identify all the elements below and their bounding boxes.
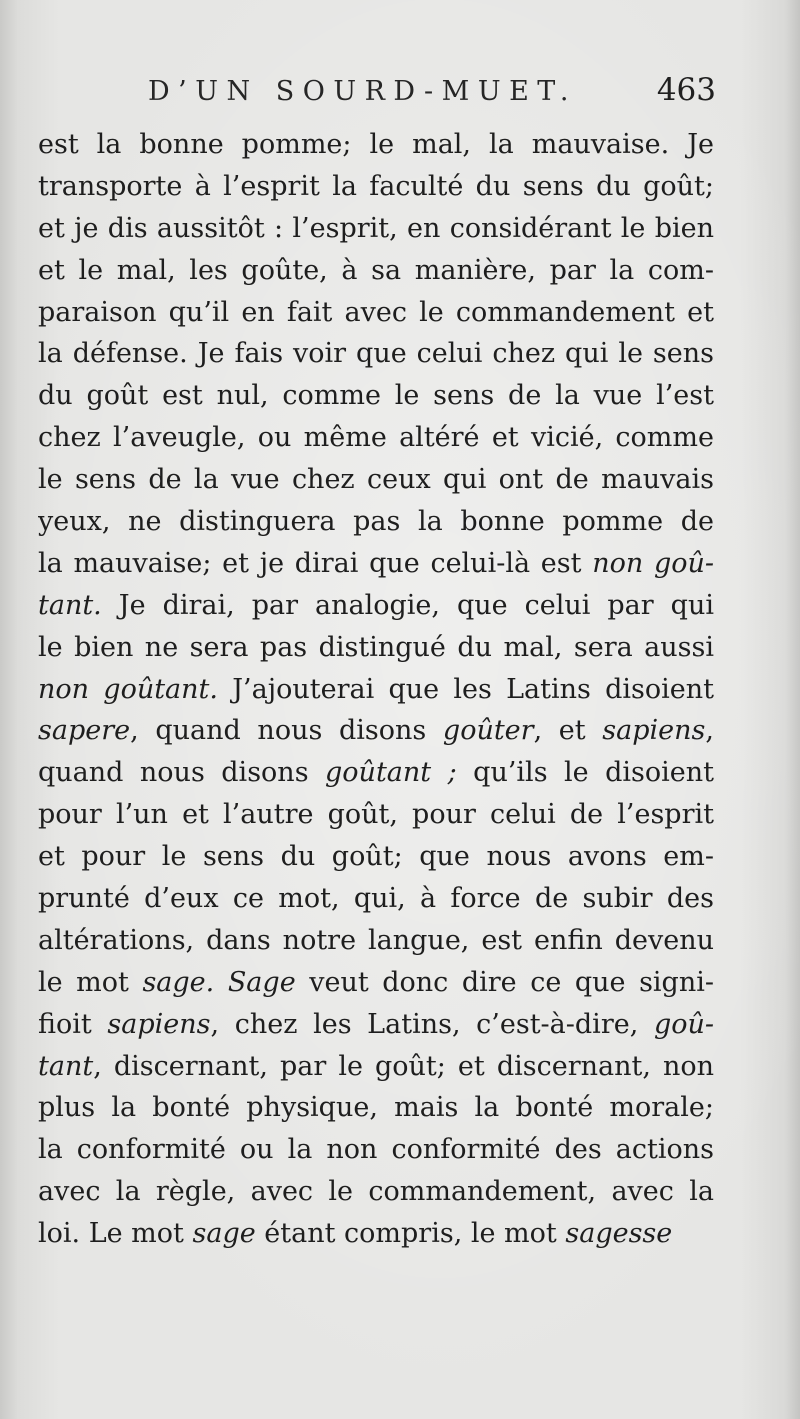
body-text (38, 124, 714, 1255)
italic-run: goû- (653, 1008, 714, 1040)
text-run: le mot (38, 966, 143, 998)
text-run: J’ajouterai que les Latins disoient (217, 673, 714, 705)
text-run: étant compris, le mot (255, 1218, 566, 1250)
text-line (38, 333, 714, 375)
text-run: prunté d’eux ce mot, qui, à force de subir des (38, 883, 714, 915)
running-title: D’UN SOURD-MUET. (148, 76, 577, 107)
text-run: la mauvaise; et je dirai que celui-là est (38, 547, 593, 579)
italic-run: sagesse (565, 1218, 673, 1250)
running-head (148, 72, 716, 116)
text-line (38, 878, 714, 920)
text-line (38, 710, 714, 752)
text-run: le sens de la vue chez ceux qui ont de mauvais (38, 464, 714, 496)
text-line (38, 962, 714, 1004)
text-line (38, 1129, 714, 1171)
text-run: avec la règle, avec le commandement, avec la (38, 1176, 714, 1208)
italic-run: tant (38, 1050, 94, 1082)
text-line (38, 543, 714, 585)
text-line (38, 459, 714, 501)
text-line (38, 1046, 714, 1088)
text-run: du goût est nul, comme le sens de la vue l’est (38, 380, 714, 412)
text-run: qu’ils le disoient (456, 757, 714, 789)
italic-run: goûter (442, 715, 534, 747)
italic-run: non goûtant. (38, 673, 218, 705)
italic-run: Sage (227, 966, 296, 998)
text-line (38, 1213, 714, 1255)
text-run: la défense. Je fais voir que celui chez qui le sens (38, 338, 714, 370)
text-line (38, 627, 714, 669)
italic-run: goûtant ; (325, 757, 457, 789)
text-line (38, 124, 714, 166)
text-line (38, 836, 714, 878)
italic-run: sage. (142, 966, 215, 998)
text-line (38, 585, 714, 627)
text-run: altérations, dans notre langue, est enfin devenu (38, 924, 714, 956)
text-run: pour l’un et l’autre goût, pour celui de l’esprit (38, 799, 714, 831)
page-number: 463 (656, 72, 716, 108)
text-line (38, 375, 714, 417)
text-run: plus la bonté physique, mais la bonté morale; (38, 1092, 714, 1124)
text-line (38, 417, 714, 459)
text-run: chez l’aveugle, ou même altéré et vicié, comme (38, 422, 714, 454)
italic-run: tant. (38, 589, 102, 621)
text-run: paraison qu’il en fait avec le commandement et (38, 296, 714, 328)
text-run: , quand nous disons (130, 715, 443, 747)
italic-run: sage (192, 1218, 256, 1250)
text-line (38, 669, 714, 711)
text-run: loi. Le mot (38, 1218, 193, 1250)
text-run: Je dirai, par analogie, que celui par qui (101, 589, 714, 621)
italic-run: sapere (38, 715, 131, 747)
text-run: , (705, 715, 714, 747)
text-run: et pour le sens du goût; que nous avons em- (38, 841, 714, 873)
text-line (38, 1171, 714, 1213)
text-run: , discernant, par le goût; et discernant, non (93, 1050, 714, 1082)
text-run: veut donc dire ce que signi- (295, 966, 714, 998)
text-line (38, 920, 714, 962)
text-run: yeux, ne distinguera pas la bonne pomme de (38, 506, 714, 538)
text-run: et le mal, les goûte, à sa manière, par la com- (38, 254, 714, 286)
text-line (38, 1087, 714, 1129)
text-line (38, 501, 714, 543)
italic-run: sapiens (602, 715, 706, 747)
text-run (214, 967, 228, 998)
text-line (38, 250, 714, 292)
italic-run: sapiens (107, 1008, 211, 1040)
italic-run: non goû- (592, 547, 714, 579)
text-run: et je dis aussitôt : l’esprit, en considérant le bien (38, 212, 714, 244)
text-run: transporte à l’esprit la faculté du sens du goût; (38, 170, 714, 202)
text-line (38, 794, 714, 836)
text-line (38, 292, 714, 334)
text-run: quand nous disons (38, 757, 326, 789)
text-line (38, 208, 714, 250)
text-line (38, 166, 714, 208)
text-run: fioit (38, 1008, 108, 1040)
text-run: la conformité ou la non conformité des actions (38, 1134, 714, 1166)
text-line (38, 752, 714, 794)
text-line (38, 1004, 714, 1046)
text-run: le bien ne sera pas distingué du mal, sera aussi (38, 631, 714, 663)
text-run: est la bonne pomme; le mal, la mauvaise. Je (38, 129, 714, 160)
text-run: , et (533, 715, 603, 747)
text-run: , chez les Latins, c’est-à-dire, (210, 1008, 654, 1040)
